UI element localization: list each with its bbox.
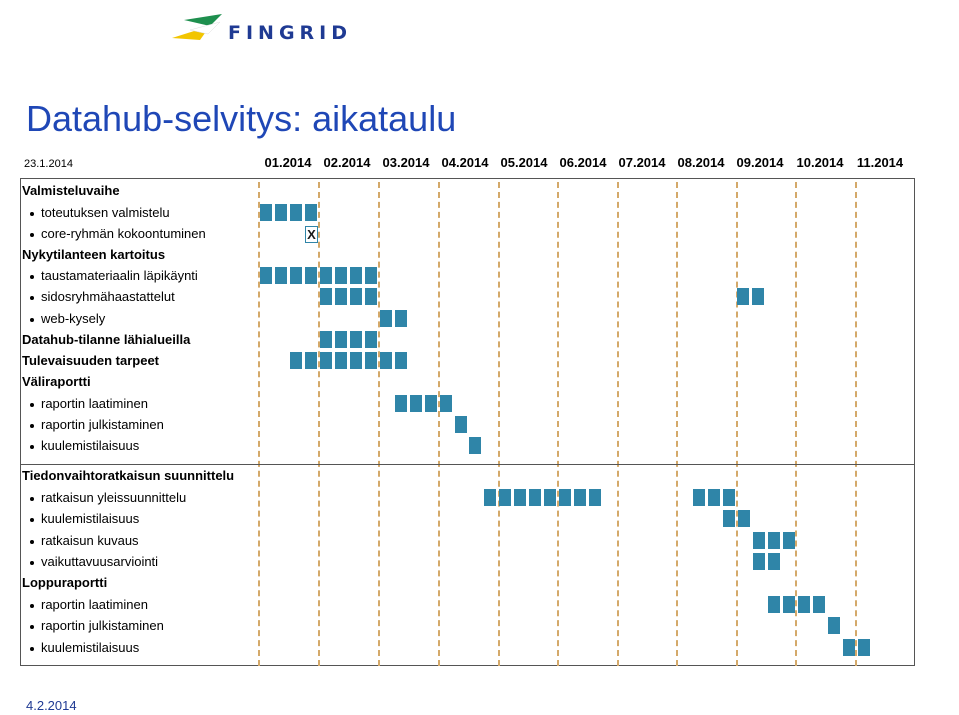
gantt-block — [843, 639, 855, 656]
month-label: 05.2014 — [500, 155, 548, 170]
bullet-icon — [30, 604, 34, 608]
gantt-block — [723, 489, 735, 506]
gantt-block — [768, 532, 780, 549]
task-label: raportin laatiminen — [30, 595, 148, 615]
task-label: Loppuraportti — [22, 575, 108, 590]
task-label: kuulemistilaisuus — [30, 638, 139, 658]
task-label: toteutuksen valmistelu — [30, 203, 170, 223]
gantt-block — [320, 331, 332, 348]
gantt-block — [365, 352, 377, 369]
gantt-block — [335, 267, 347, 284]
task-label: ratkaisun kuvaus — [30, 531, 139, 551]
bullet-icon — [30, 540, 34, 544]
bullet-icon — [30, 275, 34, 279]
month-divider — [736, 182, 738, 666]
task-label: kuulemistilaisuus — [30, 436, 139, 456]
task-label: core-ryhmän kokoontuminen — [30, 224, 206, 244]
task-label: sidosryhmähaastattelut — [30, 287, 175, 307]
task-label: ratkaisun yleissuunnittelu — [30, 488, 186, 508]
page-title: Datahub-selvitys: aikataulu — [26, 98, 457, 139]
gantt-block — [380, 310, 392, 327]
gantt-block — [350, 267, 362, 284]
gantt-block — [529, 489, 541, 506]
gantt-block — [752, 288, 764, 305]
gantt-block — [753, 532, 765, 549]
gantt-block — [514, 489, 526, 506]
gantt-block — [275, 267, 287, 284]
gantt-block — [544, 489, 556, 506]
month-divider — [617, 182, 619, 666]
gantt-block — [290, 204, 302, 221]
task-label: Tiedonvaihtoratkaisun suunnittelu — [22, 468, 235, 483]
task-label: raportin laatiminen — [30, 394, 148, 414]
task-label: raportin julkistaminen — [30, 616, 164, 636]
bullet-icon — [30, 233, 34, 237]
gantt-block — [737, 288, 749, 305]
gantt-block — [365, 267, 377, 284]
gantt-block — [365, 288, 377, 305]
gantt-block — [753, 553, 765, 570]
gantt-block — [350, 288, 362, 305]
gantt-block — [395, 310, 407, 327]
month-divider — [795, 182, 797, 666]
gantt-block — [335, 352, 347, 369]
gantt-block — [589, 489, 601, 506]
month-label: 03.2014 — [382, 155, 430, 170]
month-divider — [318, 182, 320, 666]
task-label: Nykytilanteen kartoitus — [22, 247, 166, 262]
bullet-icon — [30, 212, 34, 216]
gantt-block — [768, 596, 780, 613]
gantt-block — [335, 288, 347, 305]
task-label: Valmisteluvaihe — [22, 183, 120, 198]
gantt-block — [469, 437, 481, 454]
gantt-block — [320, 288, 332, 305]
gantt-block — [320, 352, 332, 369]
gantt-block — [813, 596, 825, 613]
gantt-block — [305, 267, 317, 284]
bullet-icon — [30, 296, 34, 300]
bullet-icon — [30, 497, 34, 501]
month-label: 04.2014 — [441, 155, 489, 170]
gantt-block — [305, 352, 317, 369]
gantt-block — [290, 352, 302, 369]
gantt-block — [305, 204, 317, 221]
gantt-block — [559, 489, 571, 506]
gantt-block — [783, 532, 795, 549]
gantt-block — [708, 489, 720, 506]
gantt-block — [499, 489, 511, 506]
bullet-icon — [30, 403, 34, 407]
task-label: kuulemistilaisuus — [30, 509, 139, 529]
gantt-block — [768, 553, 780, 570]
task-label: vaikuttavuusarviointi — [30, 552, 158, 572]
month-divider — [258, 182, 260, 666]
gantt-block — [484, 489, 496, 506]
bullet-icon — [30, 424, 34, 428]
month-label: 06.2014 — [559, 155, 607, 170]
gantt-block — [350, 331, 362, 348]
month-label: 01.2014 — [264, 155, 312, 170]
bullet-icon — [30, 318, 34, 322]
month-label: 10.2014 — [796, 155, 844, 170]
task-label: Tulevaisuuden tarpeet — [22, 353, 160, 368]
gantt-block — [574, 489, 586, 506]
gantt-block — [738, 510, 750, 527]
document-date: 23.1.2014 — [24, 158, 73, 170]
bullet-icon — [30, 647, 34, 651]
footer-date: 4.2.2014 — [26, 698, 77, 713]
gantt-block — [275, 204, 287, 221]
task-label: Väliraportti — [22, 374, 91, 389]
gantt-block — [693, 489, 705, 506]
month-divider — [676, 182, 678, 666]
month-label: 08.2014 — [677, 155, 725, 170]
bullet-icon — [30, 561, 34, 565]
gantt-block — [395, 352, 407, 369]
section-divider — [21, 464, 914, 465]
milestone-marker: X — [305, 226, 318, 243]
month-label: 07.2014 — [618, 155, 666, 170]
gantt-block — [350, 352, 362, 369]
gantt-block — [320, 267, 332, 284]
month-divider — [378, 182, 380, 666]
gantt-block — [425, 395, 437, 412]
month-label: 11.2014 — [856, 155, 904, 170]
task-label: taustamateriaalin läpikäynti — [30, 266, 198, 286]
bullet-icon — [30, 445, 34, 449]
gantt-block — [395, 395, 407, 412]
bullet-icon — [30, 518, 34, 522]
task-label: raportin julkistaminen — [30, 415, 164, 435]
gantt-block — [335, 331, 347, 348]
month-divider — [438, 182, 440, 666]
gantt-block — [783, 596, 795, 613]
task-label: web-kysely — [30, 309, 105, 329]
month-label: 09.2014 — [736, 155, 784, 170]
bullet-icon — [30, 625, 34, 629]
gantt-block — [858, 639, 870, 656]
gantt-block — [440, 395, 452, 412]
gantt-block — [260, 204, 272, 221]
task-label: Datahub-tilanne lähialueilla — [22, 332, 191, 347]
gantt-block — [365, 331, 377, 348]
month-divider — [557, 182, 559, 666]
logo-text: FINGRID — [228, 22, 353, 44]
gantt-block — [798, 596, 810, 613]
gantt-block — [260, 267, 272, 284]
month-divider — [855, 182, 857, 666]
gantt-block — [455, 416, 467, 433]
month-label: 02.2014 — [323, 155, 371, 170]
gantt-block — [410, 395, 422, 412]
gantt-block — [380, 352, 392, 369]
gantt-block — [290, 267, 302, 284]
month-divider — [498, 182, 500, 666]
gantt-block — [828, 617, 840, 634]
gantt-block — [723, 510, 735, 527]
